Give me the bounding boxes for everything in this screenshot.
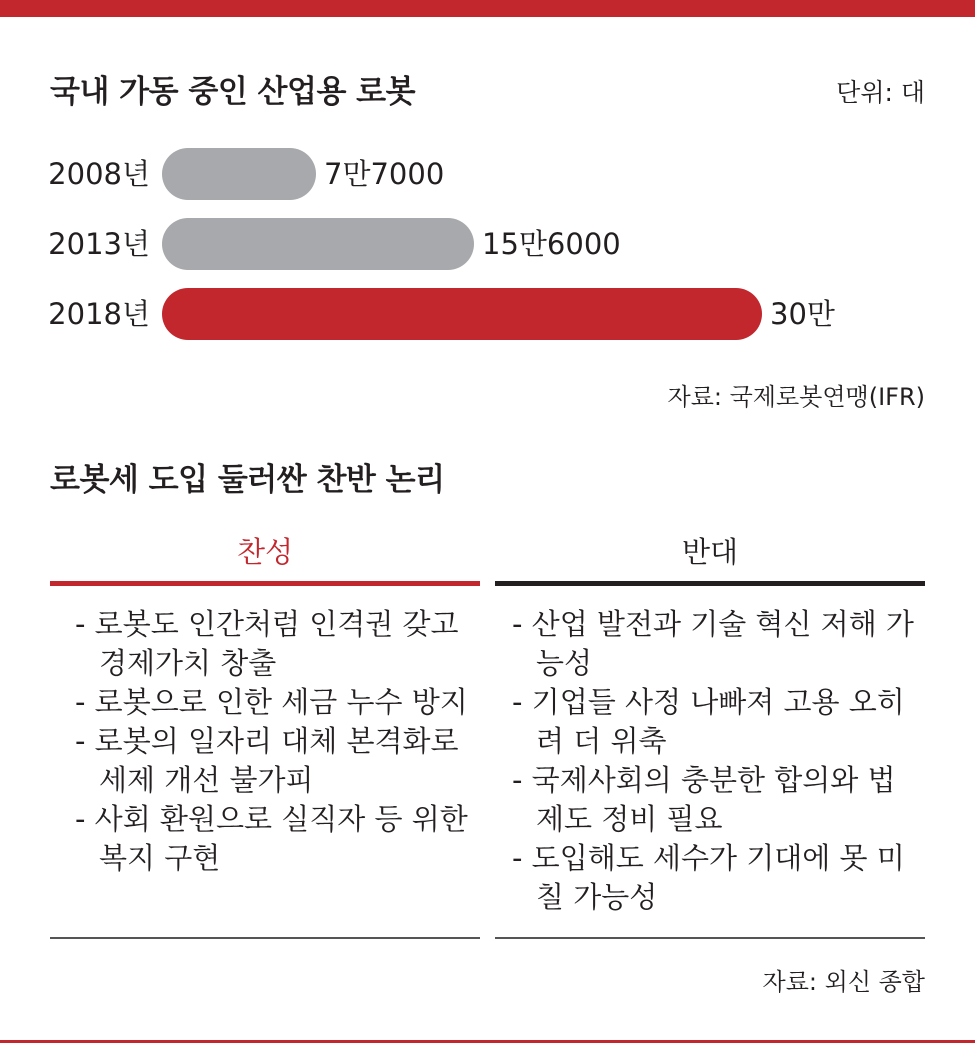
value-label: 30만 xyxy=(770,297,835,331)
pro-item: - 사회 환원으로 실직자 등 위한 복지 구현 xyxy=(75,802,468,875)
con-heading: 반대 xyxy=(681,535,739,569)
category-label: 2018년 xyxy=(48,297,150,331)
debate-title: 로봇세 도입 둘러싼 찬반 논리 xyxy=(50,462,445,498)
con-item: - 국제사회의 충분한 합의와 법제도 정비 필요 xyxy=(512,763,896,836)
unit-label: 단위: 대 xyxy=(836,78,925,107)
top-accent-rule xyxy=(0,0,975,17)
pro-item: - 로봇으로 인한 세금 누수 방지 xyxy=(75,685,468,719)
con-list xyxy=(512,605,922,917)
value-label: 15만6000 xyxy=(482,227,621,261)
bottom-accent-rule xyxy=(0,1040,975,1043)
category-label: 2013년 xyxy=(48,227,150,261)
value-label: 7만7000 xyxy=(324,157,445,191)
category-label: 2008년 xyxy=(48,157,150,191)
bar xyxy=(162,218,474,270)
debate-source: 자료: 외신 종합 xyxy=(762,968,925,996)
con-item: - 산업 발전과 기술 혁신 저해 가능성 xyxy=(512,607,914,680)
con-item: - 도입해도 세수가 기대에 못 미칠 가능성 xyxy=(512,841,905,914)
pro-heading: 찬성 xyxy=(236,535,294,569)
con-bottom-rule xyxy=(495,937,925,939)
pro-list xyxy=(75,605,485,878)
pro-rule xyxy=(50,581,480,586)
pro-item: - 로봇의 일자리 대체 본격화로 세제 개선 불가피 xyxy=(75,724,459,797)
pro-item: - 로봇도 인간처럼 인격권 갖고 경제가치 창출 xyxy=(75,607,459,680)
con-item: - 기업들 사정 나빠져 고용 오히려 더 위축 xyxy=(512,685,905,758)
bar xyxy=(162,148,316,200)
con-rule xyxy=(495,581,925,586)
bar-chart xyxy=(0,130,975,355)
bar xyxy=(162,288,762,340)
pro-bottom-rule xyxy=(50,937,480,939)
chart-title: 국내 가동 중인 산업용 로봇 xyxy=(50,74,416,110)
chart-source: 자료: 국제로봇연맹(IFR) xyxy=(667,383,925,411)
